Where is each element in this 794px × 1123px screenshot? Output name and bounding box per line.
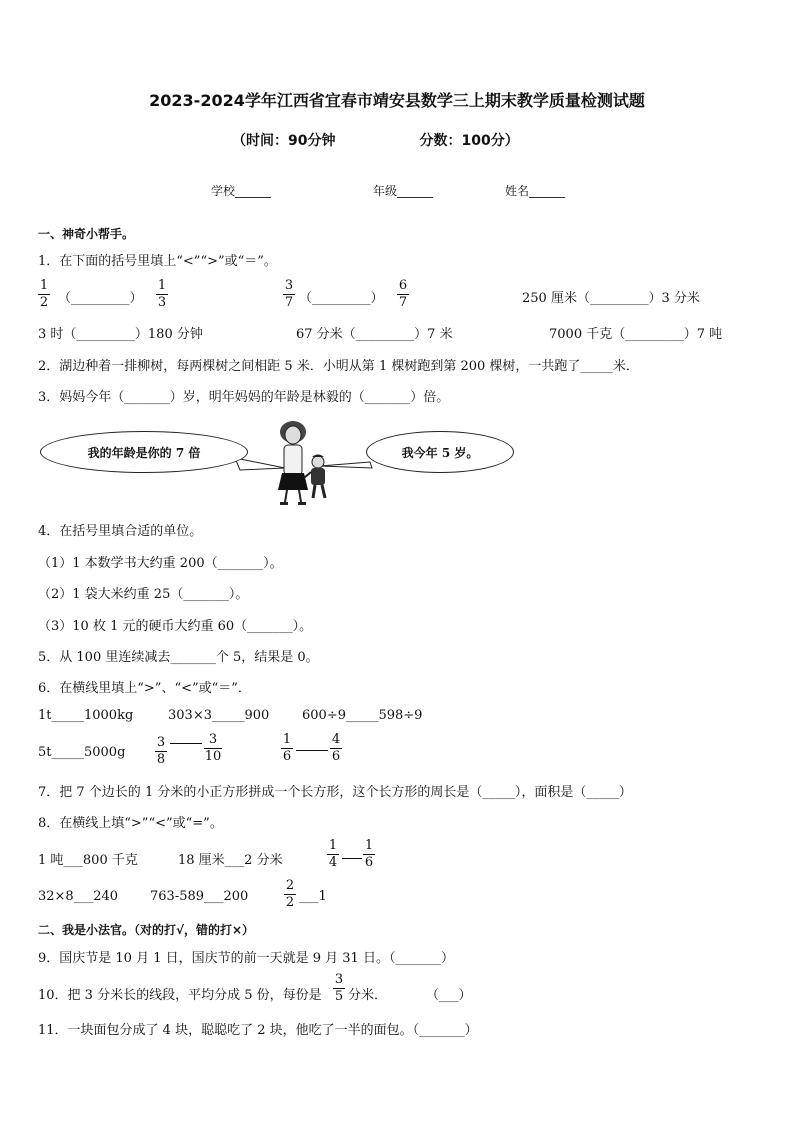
q6-frac4 xyxy=(330,733,342,764)
frac-num: 6 xyxy=(398,278,408,293)
frac-num: 1 xyxy=(364,838,374,853)
q5-text: 5．从 100 里连续减去_______个 5，结果是 0。 xyxy=(38,650,319,665)
bubble-left-text: 我的年龄是你的 7 倍 xyxy=(87,445,201,460)
q4-b: （2）1 袋大米约重 25（_______）。 xyxy=(38,587,249,602)
frac-num: 1 xyxy=(39,278,49,293)
bubble-right-text: 我今年 5 岁。 xyxy=(401,445,479,460)
q4-text: 4．在括号里填合适的单位。 xyxy=(38,524,203,539)
frac-den: 2 xyxy=(285,895,295,910)
q1-frac-a2 xyxy=(156,279,168,310)
q6-frac3 xyxy=(281,733,293,764)
q6-blank2 xyxy=(296,750,328,751)
time-score: （时间：90分钟 分数：100分） xyxy=(232,133,519,149)
q1-blank-b: （_________） xyxy=(299,291,384,306)
q10-post: 分米． （___） xyxy=(348,988,472,1003)
frac-num: 3 xyxy=(284,278,294,293)
name-field: 姓名______ xyxy=(505,184,566,198)
frac-den: 6 xyxy=(331,749,341,764)
q1-row2-a: 3 时（_________）180 分钟 xyxy=(38,327,203,342)
q1-frac-b2 xyxy=(397,279,409,310)
frac-den: 8 xyxy=(156,752,166,767)
q6-text: 6．在横线里填上“>”、“<”或“＝”． xyxy=(38,681,251,696)
bubble-right xyxy=(366,431,514,473)
q1-frac-a1 xyxy=(38,279,50,310)
section2-heading: 二、我是小法官。（对的打√，错的打×） xyxy=(38,923,255,937)
q1-blank-a: （_________） xyxy=(58,291,143,306)
q4-a: （1）1 本数学书大约重 200（_______）。 xyxy=(38,556,283,571)
frac-den: 6 xyxy=(364,855,374,870)
frac-den: 3 xyxy=(157,295,167,310)
q9-text: 9．国庆节是 10 月 1 日，国庆节的前一天就是 9 月 31 日。（_______） xyxy=(38,951,454,966)
q6-blank1 xyxy=(170,743,202,744)
q8-frac2 xyxy=(363,839,375,870)
frac-num: 4 xyxy=(331,732,341,747)
q4-c: （3）10 枚 1 元的硬币大约重 60（_______）。 xyxy=(38,619,313,634)
frac-den: 7 xyxy=(398,295,408,310)
section1-heading: 一、神奇小帮手。 xyxy=(38,227,135,241)
frac-den: 7 xyxy=(284,295,294,310)
frac-den: 5 xyxy=(334,989,344,1004)
page-title: 2023-2024学年江西省宜春市靖安县数学三上期末教学质量检测试题 xyxy=(149,91,645,110)
q8-r2c-tail: ___1 xyxy=(299,889,327,904)
q6-frac2 xyxy=(204,733,222,764)
q6-r1a: 1t_____1000kg xyxy=(38,708,134,723)
school-field: 学校______ xyxy=(211,184,272,198)
frac-den: 6 xyxy=(282,749,292,764)
bubble-left-tail xyxy=(235,458,285,470)
q8-r2a: 32×8___240 xyxy=(38,889,119,904)
q8-r1a: 1 吨___800 千克 xyxy=(38,853,138,868)
q6-r1b: 303×3_____900 xyxy=(168,708,270,723)
frac-num: 1 xyxy=(282,732,292,747)
frac-num: 3 xyxy=(156,735,166,750)
frac-num: 3 xyxy=(208,732,218,747)
q10-pre: 10．把 3 分米长的线段，平均分成 5 份，每份是 xyxy=(38,988,322,1003)
q6-frac1 xyxy=(155,736,167,767)
frac-num: 2 xyxy=(285,878,295,893)
frac-num: 1 xyxy=(328,838,338,853)
q1-item-c: 250 厘米（_________）3 分米 xyxy=(522,291,700,306)
q8-r2b: 763-589___200 xyxy=(150,889,249,904)
q1-frac-b1 xyxy=(283,279,295,310)
frac-num: 3 xyxy=(334,972,344,987)
q6-r1c: 600÷9_____598÷9 xyxy=(302,708,423,723)
q1-text: 1．在下面的括号里填上“<”“>”或“＝”。 xyxy=(38,254,277,269)
frac-den: 4 xyxy=(328,855,338,870)
q10-frac xyxy=(333,973,345,1004)
q8-blank1 xyxy=(342,858,362,859)
q3-text: 3．妈妈今年（_______）岁，明年妈妈的年龄是林毅的（_______）倍。 xyxy=(38,390,450,405)
q8-frac3 xyxy=(284,879,296,910)
mother-figure xyxy=(278,421,308,505)
q7-text: 7．把 7 个边长的 1 分米的小正方形拼成一个长方形，这个长方形的周长是（_____），面积是（_____） xyxy=(38,785,632,800)
bubble-left xyxy=(40,431,248,473)
q8-frac1 xyxy=(327,839,339,870)
q1-row2-c: 7000 千克（_________）7 吨 xyxy=(549,327,723,342)
q6-r2a: 5t_____5000g xyxy=(38,745,126,760)
q2-text: 2．湖边种着一排柳树，每两棵树之间相距 5 米．小明从第 1 棵树跑到第 200 棵树，一共跑了_____米． xyxy=(38,359,639,374)
q1-row2-b: 67 分米（_________）7 米 xyxy=(296,327,453,342)
q8-r1b: 18 厘米___2 分米 xyxy=(178,853,283,868)
q8-text: 8．在横线上填“>”“<”或“=”。 xyxy=(38,816,223,831)
q11-text: 11．一块面包分成了 4 块，聪聪吃了 2 块，他吃了一半的面包。（_______） xyxy=(38,1023,478,1038)
frac-num: 1 xyxy=(157,278,167,293)
grade-field: 年级______ xyxy=(373,184,434,198)
bubble-right-tail xyxy=(320,462,372,468)
frac-den: 2 xyxy=(39,295,49,310)
frac-den: 10 xyxy=(204,749,222,764)
child-figure xyxy=(304,455,325,499)
